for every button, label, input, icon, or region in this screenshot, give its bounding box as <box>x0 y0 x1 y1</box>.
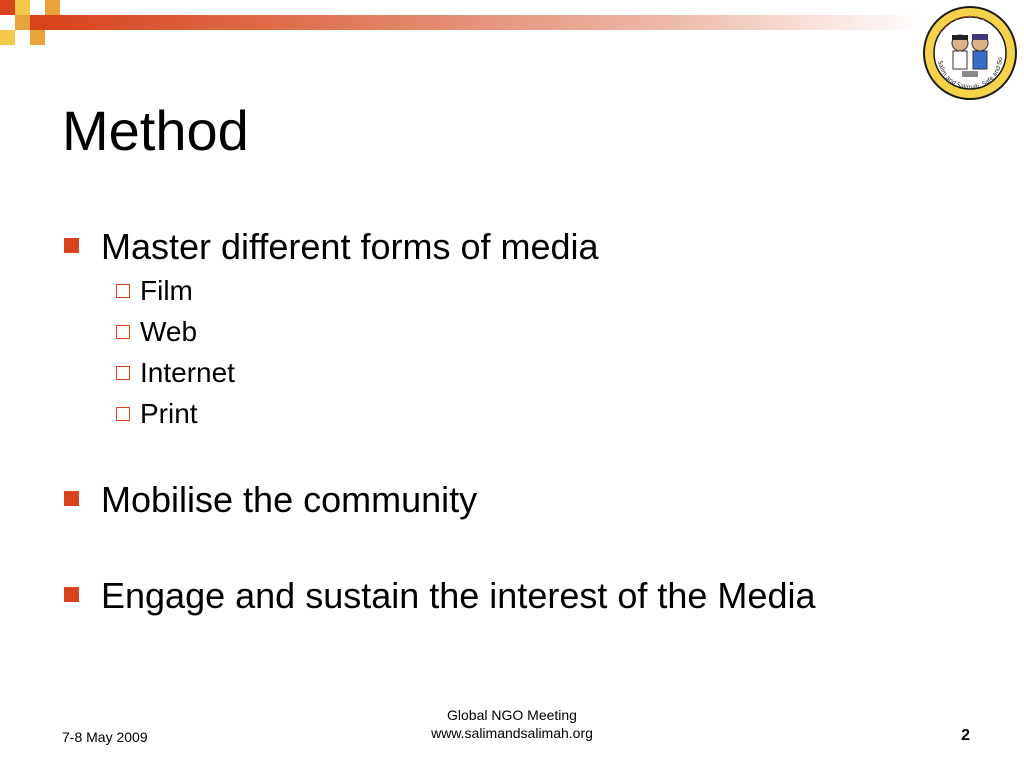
sub-bullet-item <box>116 356 235 390</box>
hollow-square-bullet-icon <box>116 325 130 339</box>
hollow-square-bullet-icon <box>116 407 130 421</box>
svg-text:• • • • • • • •: • • • • • • • • <box>936 13 987 36</box>
bullet-text: Master different forms of media <box>101 226 599 267</box>
sub-bullet-text: Film <box>140 275 193 306</box>
hollow-square-bullet-icon <box>116 366 130 380</box>
slide-title: Method <box>62 99 249 162</box>
footer-website: www.salimandsalimah.org <box>431 725 593 741</box>
hollow-square-bullet-icon <box>116 284 130 298</box>
sub-bullet-item <box>116 315 197 349</box>
sub-bullet-text: Print <box>140 398 198 429</box>
footer-date: 7-8 May 2009 <box>62 729 148 745</box>
sub-bullet-text: Internet <box>140 357 235 388</box>
sub-bullet-item <box>116 274 193 308</box>
filled-square-bullet-icon <box>64 491 79 506</box>
bullet-text: Mobilise the community <box>101 479 478 520</box>
filled-square-bullet-icon <box>64 587 79 602</box>
footer-center <box>362 706 662 742</box>
svg-text:Salim and Salimah, Safe and So: Salim and Salimah, Safe and So <box>936 57 1005 92</box>
bullet-text: Engage and sustain the interest of the Media <box>101 575 816 616</box>
page-number: 2 <box>961 727 970 744</box>
filled-square-bullet-icon <box>64 238 79 253</box>
sub-bullet-text: Web <box>140 316 198 347</box>
bullet-item <box>64 225 599 269</box>
bullet-item <box>64 478 477 522</box>
bullet-item <box>64 574 815 618</box>
sub-bullet-item <box>116 397 198 431</box>
footer-event: Global NGO Meeting <box>447 707 577 723</box>
